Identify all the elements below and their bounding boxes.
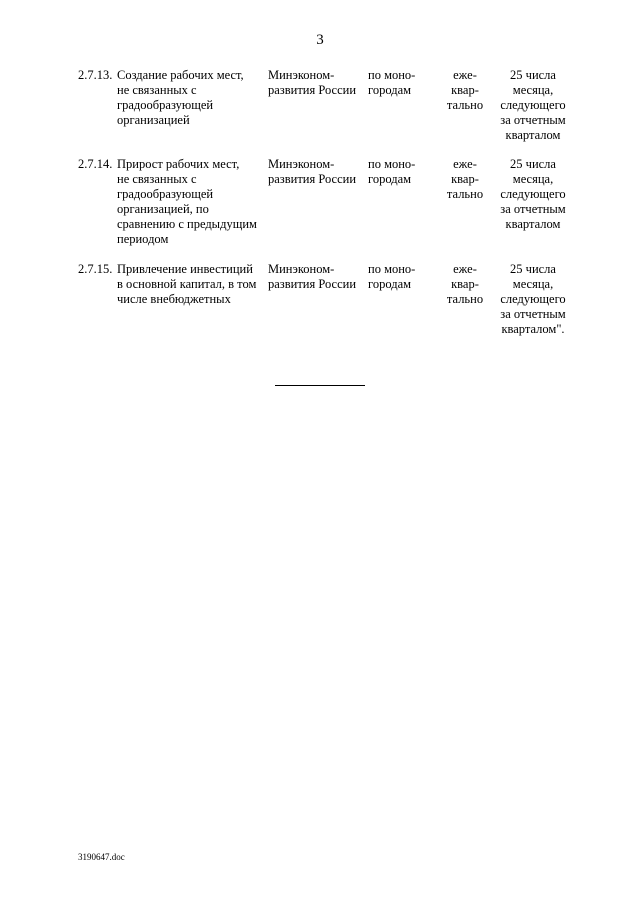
- frequency-line: квар-: [451, 277, 479, 291]
- deadline-line: за отчетным: [500, 113, 566, 127]
- page-number: 3: [316, 32, 324, 48]
- deadline: [493, 68, 573, 143]
- deadline: [493, 262, 573, 337]
- indicator-name: [117, 157, 267, 247]
- responsible-org-line: Минэконом-: [268, 157, 335, 171]
- responsible-org-line: Минэконом-: [268, 262, 335, 276]
- deadline-line: 25 числа: [510, 68, 556, 82]
- deadline-line: следующего: [500, 292, 566, 306]
- indicator-name-line: организацией: [117, 113, 190, 127]
- indicator-name: [117, 262, 267, 307]
- deadline-line: 25 числа: [510, 157, 556, 171]
- indicator-name-line: в основной капитал, в том: [117, 277, 257, 291]
- document-filename: 3190647.doc: [78, 852, 125, 862]
- frequency-line: еже-: [453, 157, 477, 171]
- indicator-name-line: не связанных с: [117, 172, 197, 186]
- deadline-line: за отчетным: [500, 202, 566, 216]
- scope-line: по моно-: [368, 68, 416, 82]
- frequency-line: тально: [446, 98, 484, 112]
- row-number: 2.7.14.: [78, 157, 113, 171]
- row-number: 2.7.13.: [78, 68, 113, 82]
- deadline-line: месяца,: [512, 83, 554, 97]
- separator-line: [275, 385, 365, 386]
- responsible-org-line: Минэконом-: [268, 68, 335, 82]
- frequency: [440, 157, 490, 202]
- frequency-line: квар-: [451, 172, 479, 186]
- indicator-name-line: Создание рабочих мест,: [117, 68, 244, 82]
- responsible-org: [268, 68, 366, 98]
- indicator-name-line: Привлечение инвестиций: [117, 262, 253, 276]
- deadline: [493, 157, 573, 232]
- responsible-org-line: развития России: [268, 277, 357, 291]
- scope-line: по моно-: [368, 157, 416, 171]
- frequency-line: тально: [446, 187, 484, 201]
- responsible-org-line: развития России: [268, 83, 357, 97]
- responsible-org: [268, 262, 366, 292]
- frequency-line: еже-: [453, 262, 477, 276]
- scope-line: по моно-: [368, 262, 416, 276]
- frequency-line: квар-: [451, 83, 479, 97]
- indicator-name-line: не связанных с: [117, 83, 197, 97]
- deadline-line: 25 числа: [510, 262, 556, 276]
- indicator-name-line: градообразующей: [117, 98, 214, 112]
- row-number: 2.7.15.: [78, 262, 113, 276]
- frequency-line: еже-: [453, 68, 477, 82]
- scope: [368, 262, 438, 292]
- scope: [368, 68, 438, 98]
- indicator-name-line: организацией, по: [117, 202, 209, 216]
- indicator-name-line: градообразующей: [117, 187, 214, 201]
- deadline-line: кварталом: [505, 128, 561, 142]
- deadline-line: следующего: [500, 187, 566, 201]
- scope-line: городам: [368, 83, 412, 97]
- indicator-name-line: числе внебюджетных: [117, 292, 231, 306]
- frequency: [440, 68, 490, 113]
- responsible-org-line: развития России: [268, 172, 357, 186]
- scope-line: городам: [368, 172, 412, 186]
- frequency: [440, 262, 490, 307]
- indicator-name: [117, 68, 267, 128]
- scope-line: городам: [368, 277, 412, 291]
- deadline-line: следующего: [500, 98, 566, 112]
- deadline-line: кварталом: [505, 217, 561, 231]
- scope: [368, 157, 438, 187]
- frequency-line: тально: [446, 292, 484, 306]
- deadline-line: месяца,: [512, 172, 554, 186]
- indicator-name-line: периодом: [117, 232, 169, 246]
- responsible-org: [268, 157, 366, 187]
- indicator-name-line: сравнению с предыдущим: [117, 217, 257, 231]
- deadline-line: месяца,: [512, 277, 554, 291]
- deadline-line: кварталом".: [501, 322, 565, 336]
- indicator-name-line: Прирост рабочих мест,: [117, 157, 240, 171]
- deadline-line: за отчетным: [500, 307, 566, 321]
